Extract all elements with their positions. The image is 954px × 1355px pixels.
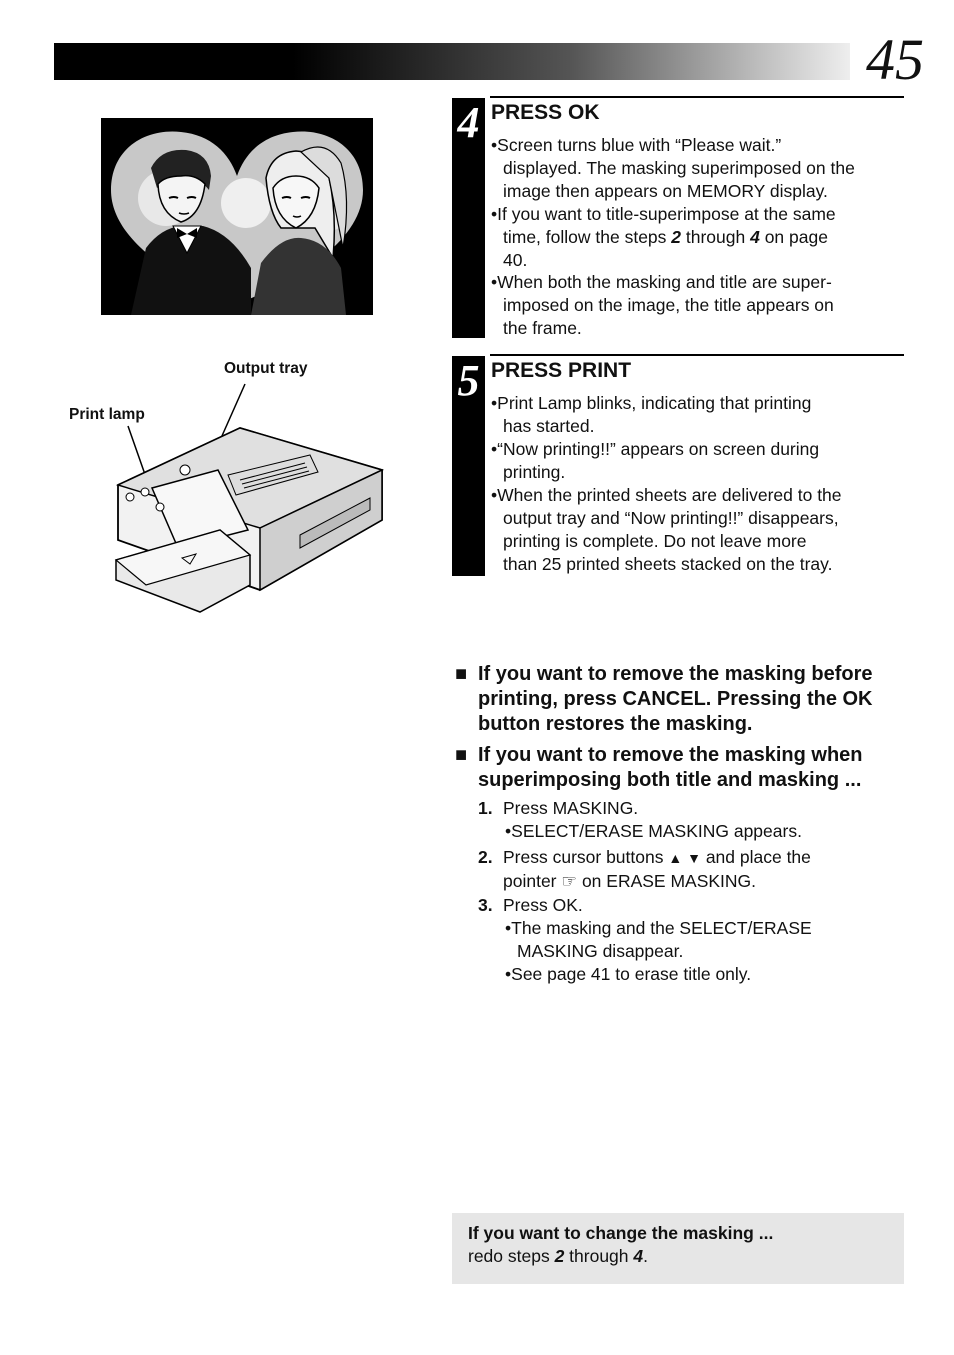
step-5-bullet-1: •Print Lamp blinks, indicating that printing has started. [491,393,812,436]
step-4-number: 4 [457,98,480,147]
page-number: 45 [866,27,924,92]
output-tray-label: Output tray [224,360,308,377]
step-4-bullet-1: •Screen turns blue with “Please wait.” displayed. The masking superimposed on the image then appears on MEMORY display. [491,135,855,201]
list-item-3: 3. Press OK. [478,895,583,915]
note-remove-when-superimposing: ■ If you want to remove the masking when superimposing both title and masking ... [455,744,863,791]
step-5-rule [490,354,904,356]
bullet-mark: • [491,485,498,505]
step-4-rule [490,96,904,98]
list-item-2: 2. Press cursor buttons ▲ ▼ and place the pointer ☞ on ERASE MASKING. [478,847,811,891]
step-5-bullet-3: •When the printed sheets are delivered to the output tray and “Now printing!!” disappears, printing is complete. Do not leave more than 25 printed sheets stacked on the tray. [491,485,842,574]
printer-illustration [100,380,390,620]
print-lamp-label: Print lamp [69,406,145,423]
up-arrow-icon: ▲ [668,850,683,866]
bullet-mark: • [491,135,498,155]
bullet-mark: • [491,204,498,224]
step-5-bullet-2: •“Now printing!!” appears on screen during printing. [491,439,820,482]
step-5-number: 5 [457,356,480,405]
header-bar [54,43,850,80]
change-masking-note [452,1213,904,1284]
list-item-3-sub-1: •The masking and the SELECT/ERASE MASKING disappear. [505,918,812,961]
step-4-title: PRESS OK [491,101,600,124]
square-bullet-icon: ■ [455,744,468,766]
change-masking-text: redo steps 2 through 4. [468,1246,648,1266]
bullet-mark: • [491,272,498,292]
list-item-1: 1. Press MASKING. [478,798,639,818]
pointer-hand-icon: ☞ [561,871,578,891]
step-5-title: PRESS PRINT [491,359,632,382]
list-item-1-sub: •SELECT/ERASE MASKING appears. [505,821,802,841]
note-remove-before-printing: ■ If you want to remove the masking before printing, press CANCEL. Pressing the OK button restores the masking. [455,663,873,735]
step-4-bullet-2: •If you want to title-superimpose at the same time, follow the steps 2 through 4 on page 40. [491,204,836,270]
down-arrow-icon: ▼ [687,850,701,866]
bullet-mark: • [491,393,498,413]
step-4-bullet-3: •When both the masking and title are super- imposed on the image, the title appears on the frame. [491,272,834,338]
change-masking-title: If you want to change the masking ... [468,1223,774,1243]
bullet-mark: • [491,439,498,459]
masking-photo-illustration [101,118,373,315]
list-item-3-sub-2: •See page 41 to erase title only. [505,964,752,984]
square-bullet-icon: ■ [455,663,468,685]
